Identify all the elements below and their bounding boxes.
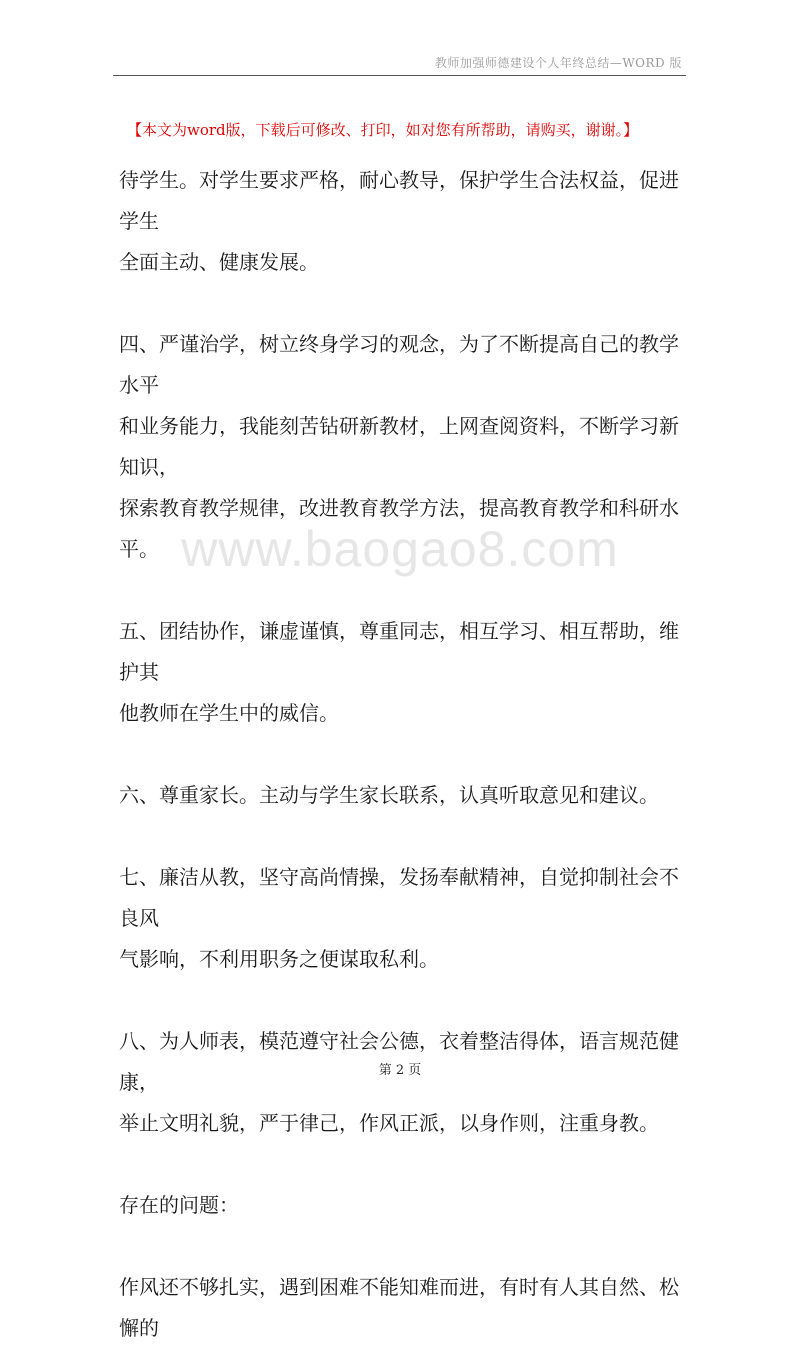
paragraph (119, 857, 689, 980)
paragraph-line: 和业务能力，我能刻苦钻研新教材，上网查阅资料，不断学习新知识， (119, 414, 679, 479)
paragraph-line: 作风还不够扎实，遇到困难不能知难而进，有时有人其自然、松懈的 (119, 1275, 679, 1340)
section-heading: 存在的问题： (119, 1193, 239, 1217)
paragraph-line: 待学生。对学生要求严格，耐心教导，保护学生合法权益，促进学生 (119, 168, 679, 233)
paragraph (119, 1267, 689, 1349)
paragraph (119, 1021, 689, 1144)
paragraph (119, 160, 689, 283)
header-divider (113, 75, 686, 76)
paragraph-line: 七、廉洁从教，坚守高尚情操，发扬奉献精神，自觉抑制社会不良风 (119, 865, 679, 930)
paragraph-line: 五、团结协作，谦虚谨慎，尊重同志，相互学习、相互帮助，维护其 (119, 619, 679, 684)
paragraph-line: 他教师在学生中的威信。 (119, 701, 339, 725)
paragraph-line: 探索教育教学规律，改进教育教学方法，提高教育教学和科研水平。 (119, 496, 679, 561)
download-notice: 【本文为word版，下载后可修改、打印，如对您有所帮助，请购买，谢谢。】 (127, 121, 639, 139)
document-header-title: 教师加强师德建设个人年终总结—WORD 版 (434, 56, 682, 70)
paragraph-line: 气影响，不利用职务之便谋取私利。 (119, 947, 439, 971)
document-body (119, 160, 689, 1349)
paragraph-line: 举止文明礼貌，严于律己，作风正派，以身作则，注重身教。 (119, 1111, 659, 1135)
paragraph-line: 八、为人师表，模范遵守社会公德，衣着整洁得体，语言规范健康， (119, 1029, 679, 1094)
paragraph (119, 1185, 689, 1226)
paragraph (119, 324, 689, 570)
watermark: www.baogao8.com (181, 521, 619, 577)
paragraph-line: 六、尊重家长。主动与学生家长联系，认真听取意见和建议。 (119, 783, 659, 807)
paragraph-line: 四、严谨治学，树立终身学习的观念，为了不断提高自己的教学水平 (119, 332, 679, 397)
paragraph (119, 611, 689, 734)
paragraph (119, 775, 689, 816)
paragraph-line: 全面主动、健康发展。 (119, 250, 319, 274)
page-number: 第 2 页 (378, 1063, 422, 1078)
